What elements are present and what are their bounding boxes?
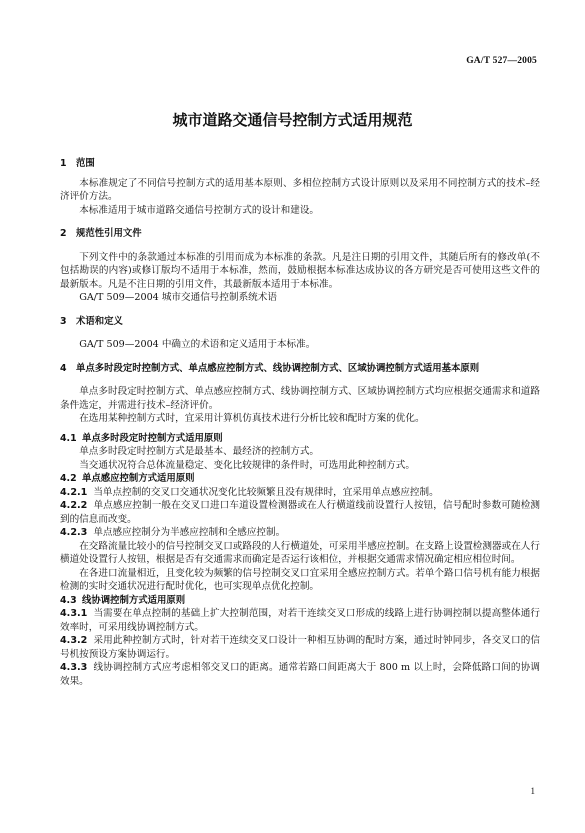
document-title: 城市道路交通信号控制方式适用规范 (172, 111, 413, 129)
clause-number: 4.3.2 (60, 635, 88, 646)
section-1-heading (60, 157, 540, 171)
clause-number: 4.3.3 (60, 662, 88, 673)
subsection-4-3-heading (60, 594, 540, 608)
clause-text: 单点感应控制一般在交叉口进口车道设置检测器或在人行横道线前设置行人按钮，信号配时参数可随检测到的信息而改变。 (60, 500, 540, 525)
section-title: 术语和定义 (76, 315, 123, 327)
subsection-number: 4.2 (60, 473, 77, 484)
paragraph: GA/T 509—2004 中确立的术语和定义适用于本标准。 (79, 339, 316, 350)
subsection-number: 4.1 (60, 432, 77, 444)
clause-number: 4.3.1 (60, 608, 88, 619)
subsection-title: 单点感应控制方式适用原则 (82, 473, 195, 484)
paragraph: 本标准适用于城市道路交通信号控制方式的设计和建设。 (79, 204, 320, 216)
paragraph: 单点多时段定时控制方式是最基本、最经济的控制方式。 (79, 446, 320, 457)
paragraph: 下列文件中的条款通过本标准的引用而成为本标准的条款。凡是注日期的引用文件，其随后所有的修改单(不包括勘误的内容)或修订版均不适用于本标准，然而，鼓励根据本标准达成协议的各方研究是否可使用这些文件的最新版本。凡是不注日期的引用文件，其最新版本适用于本标准。 (60, 251, 540, 290)
page-number: 1 (530, 786, 535, 796)
section-title: 单点多时段定时控制方式、单点感应控制方式、线协调控制方式、区域协调控制方式适用基本原则 (76, 362, 480, 374)
section-number: 1 (60, 158, 67, 169)
clause-4-2-3 (60, 526, 540, 540)
section-title: 规范性引用文件 (76, 228, 142, 239)
clause-number: 4.2.3 (60, 527, 88, 538)
standard-number: GA/T 527—2005 (466, 56, 537, 66)
subsection-title: 单点多时段定时控制方式适用原则 (82, 432, 223, 444)
paragraph: 本标准规定了不同信号控制方式的适用基本原则、多相位控制方式设计原则以及采用不同控制方式的技术–经济评价方法。 (60, 177, 540, 202)
clause-number: 4.2.1 (60, 486, 88, 498)
clause-number: 4.2.2 (60, 500, 88, 511)
paragraph: 在交路流量比较小的信号控制交叉口或路段的人行横道处，可采用半感应控制。在支路上设置检测器或在人行横道处设置行人按钮，根据是否有交通需求而确定是否运行该相位，并根据交通需求情况确定相应相位时间。 (60, 540, 540, 565)
subsection-title: 线协调控制方式适用原则 (82, 594, 186, 606)
clause-4-2-2 (60, 499, 540, 526)
subsection-4-2-heading (60, 472, 540, 486)
section-number: 4 (60, 362, 67, 374)
paragraph: 在各进口流量相近，且变化较为频繁的信号控制交叉口宜采用全感应控制方式。若单个路口信号机有能力根据检测的实时交通状况进行配时优化，也可实现单点优化控制。 (60, 567, 540, 592)
section-number: 2 (60, 228, 67, 239)
section-title: 范围 (76, 158, 95, 169)
clause-4-2-1 (60, 486, 540, 500)
clause-text: 当单点控制的交叉口交通状况变化比较频繁且没有规律时，宜采用单点感应控制。 (93, 486, 439, 498)
clause-text: 线协调控制方式应考虑相邻交叉口的距离。通常若路口间距离大于 800 m 以上时，会降低路口间的协调效果。 (60, 662, 540, 687)
section-number: 3 (60, 315, 67, 327)
clause-text: 当需要在单点控制的基础上扩大控制范围，对若干连续交叉口形成的线路上进行协调控制以提高整体通行效率时，可采用线协调控制方式。 (60, 608, 540, 633)
section-4-heading (60, 362, 540, 376)
clause-4-3-1 (60, 607, 540, 634)
paragraph: 单点多时段定时控制方式、单点感应控制方式、线协调控制方式、区域协调控制方式均应根据交通需求和道路条件选定，并需进行技术–经济评价。 (60, 386, 540, 411)
clause-text: 单点感应控制分为半感应控制和全感应控制。 (93, 527, 286, 538)
clause-4-3-3 (60, 661, 540, 688)
reference-item: GA/T 509—2004 城市交通信号控制系统术语 (79, 292, 277, 303)
clause-text: 采用此种控制方式时，针对若干连续交叉口设计一种相互协调的配时方案，通过时钟同步，各交叉口的信号机按预设方案协调运行。 (60, 635, 540, 660)
paragraph: 当交通状况符合总体流量稳定、变化比较规律的条件时，可选用此种控制方式。 (79, 459, 415, 471)
clause-4-3-2 (60, 634, 540, 661)
subsection-4-1-heading (60, 432, 540, 446)
document-body (60, 157, 540, 688)
section-3-heading (60, 315, 540, 329)
subsection-number: 4.3 (60, 594, 77, 606)
section-2-heading (60, 227, 540, 241)
paragraph: 在选用某种控制方式时，宜采用计算机仿真技术进行分析比较和配时方案的优化。 (79, 413, 425, 424)
